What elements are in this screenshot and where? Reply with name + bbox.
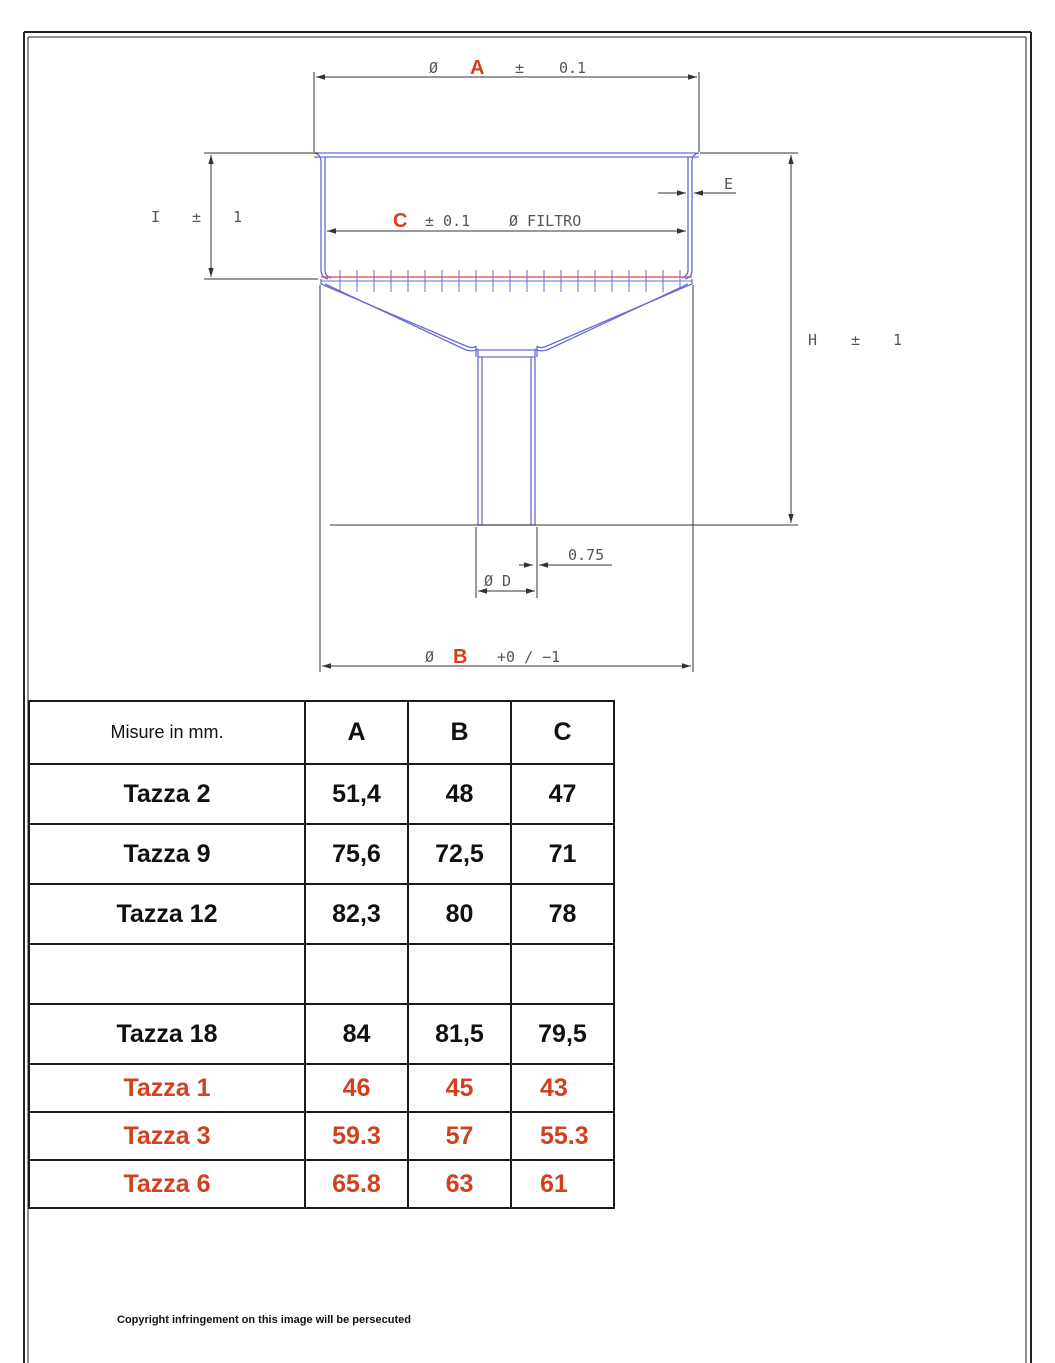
cell-b: 81,5 [408,1004,511,1064]
dim-i-key: I [151,208,161,226]
dim-d-label: Ø D [484,572,512,590]
cell-a: 82,3 [305,884,408,944]
dim-a-key: A [470,57,485,79]
row-name: Tazza 9 [29,824,305,884]
table-row-red [29,1160,614,1208]
table-row-empty [29,944,614,1004]
table-row [29,764,614,824]
dim-e-key: E [724,175,734,193]
table-row-red [29,1064,614,1112]
cell-c: 79,5 [511,1004,614,1064]
measurements-table [28,700,615,1209]
dim-c-label: Ø FILTRO [509,212,582,230]
cell-c: 55.3 [511,1112,614,1160]
cell-a: 59.3 [305,1112,408,1160]
cell-c: 43 [511,1064,614,1112]
cell-b: 63 [408,1160,511,1208]
dim-wall-thickness: 0.75 [568,546,605,564]
cell-a: 46 [305,1064,408,1112]
dim-c-tol: ± 0.1 [425,212,471,230]
dim-h-key: H [808,331,818,349]
dim-b-key: B [453,646,468,668]
cell-b: 45 [408,1064,511,1112]
dim-b-prefix: Ø [425,648,435,666]
row-name: Tazza 6 [29,1160,305,1208]
cell-b: 48 [408,764,511,824]
header-col-c: C [511,701,614,764]
cell-a: 84 [305,1004,408,1064]
cell-b [408,944,511,1004]
cell-c: 61 [511,1160,614,1208]
table-row [29,884,614,944]
copyright-notice: Copyright infringement on this image will be persecuted [117,1314,411,1326]
dim-c-key: C [393,210,408,232]
dimension-labels [151,57,902,668]
cell-a: 75,6 [305,824,408,884]
table-row [29,824,614,884]
filter-plate [321,270,692,292]
header-col-b: B [408,701,511,764]
cell-c: 78 [511,884,614,944]
cell-b: 80 [408,884,511,944]
row-name: Tazza 12 [29,884,305,944]
dim-a-value: 0.1 [559,59,587,77]
cell-b: 72,5 [408,824,511,884]
dim-b-tol: +0 ∕ −1 [497,648,561,666]
dim-a-prefix: Ø [429,59,439,77]
header-col-a: A [305,701,408,764]
dim-h-value: 1 [893,331,903,349]
row-name: Tazza 1 [29,1064,305,1112]
row-name: Tazza 18 [29,1004,305,1064]
table-header-row [29,701,614,764]
table-row-red [29,1112,614,1160]
table-row [29,1004,614,1064]
row-name: Tazza 3 [29,1112,305,1160]
row-name: Tazza 2 [29,764,305,824]
dim-i-value: 1 [233,208,243,226]
cell-c: 71 [511,824,614,884]
filter-cup-outline [314,153,699,525]
header-label: Misure in mm. [29,701,305,764]
dim-i-tol: ± [192,208,202,226]
cell-a: 65.8 [305,1160,408,1208]
cell-a [305,944,408,1004]
cell-c [511,944,614,1004]
cell-c: 47 [511,764,614,824]
cell-a: 51,4 [305,764,408,824]
dim-a-tol: ± [515,59,525,77]
cell-b: 57 [408,1112,511,1160]
row-name [29,944,305,1004]
dim-h-tol: ± [851,331,861,349]
